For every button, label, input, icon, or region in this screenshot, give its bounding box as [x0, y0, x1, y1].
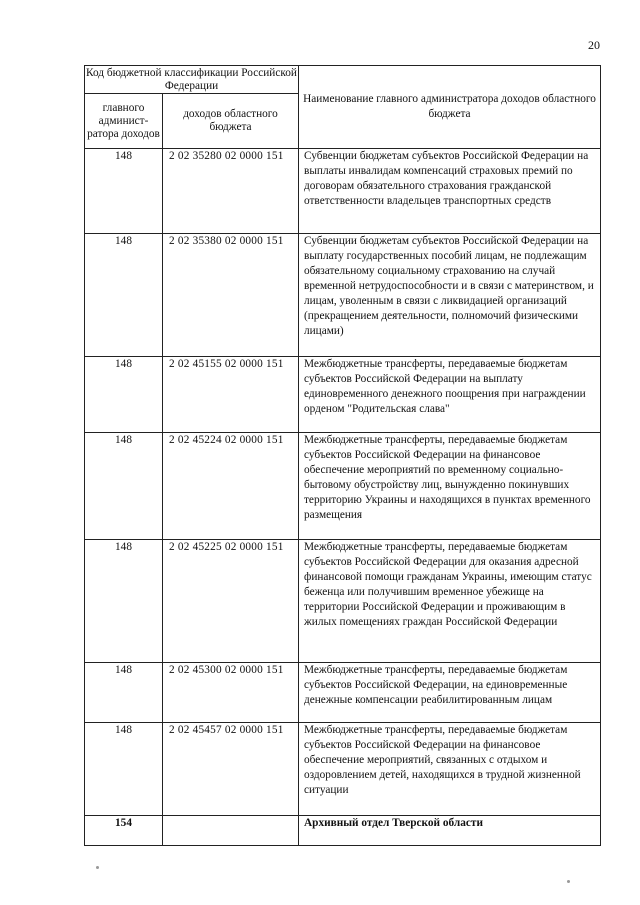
header-code-group: Код бюджетной классификации Российской Федерации [86, 66, 297, 92]
admin-code-cell: 148 [85, 540, 163, 663]
revenue-name-cell: Межбюджетные трансферты, передаваемые бюджетам субъектов Российской Федерации, на единовременные денежные компенсации реабилитированным лицам [299, 663, 601, 723]
revenue-code-cell [163, 816, 299, 846]
revenue-code-cell: 2 02 45225 02 0000 151 [163, 540, 299, 663]
revenue-code-cell: 2 02 35280 02 0000 151 [163, 149, 299, 234]
admin-code-cell: 148 [85, 433, 163, 540]
table-row [85, 540, 601, 663]
revenue-code-cell: 2 02 45300 02 0000 151 [163, 663, 299, 723]
revenue-name-cell: Межбюджетные трансферты, передаваемые бюджетам субъектов Российской Федерации на финансовое обеспечение мероприятий по временному социально-бытовому обустройству лиц, вынужденно покинувших территорию Украины и находящихся в пунктах временного размещения [299, 433, 601, 540]
table-row [85, 816, 601, 846]
revenue-name-cell: Межбюджетные трансферты, передаваемые бюджетам субъектов Российской Федерации на финансовое обеспечение мероприятий, связанных с отдыхом и оздоровлением детей, находящихся в трудной жизненной ситуации [299, 723, 601, 816]
budget-classification-table [84, 65, 601, 846]
header-revenue-column: доходов областного бюджета [163, 94, 299, 149]
revenue-name-cell: Межбюджетные трансферты, передаваемые бюджетам субъектов Российской Федерации на выплату единовременного денежного поощрения при награждении орденом "Родительская слава" [299, 357, 601, 433]
admin-code-cell: 148 [85, 723, 163, 816]
revenue-name-cell: Межбюджетные трансферты, передаваемые бюджетам субъектов Российской Федерации для оказания адресной финансовой помощи гражданам Украины, имеющим статус беженца или получившим временное убежище на территории Российской Федерации и проживающим в жилых помещениях граждан Российской Федерации [299, 540, 601, 663]
table-row [85, 357, 601, 433]
table-row [85, 433, 601, 540]
table-row [85, 723, 601, 816]
table-row [85, 234, 601, 357]
revenue-code-cell: 2 02 45224 02 0000 151 [163, 433, 299, 540]
table-body [85, 149, 601, 846]
page-number: 20 [588, 38, 600, 52]
admin-code-cell: 154 [85, 816, 163, 846]
header-name-column: Наименование главного администратора доходов областного бюджета [299, 66, 601, 149]
admin-code-cell: 148 [85, 149, 163, 234]
admin-code-cell: 148 [85, 234, 163, 357]
revenue-code-cell: 2 02 45155 02 0000 151 [163, 357, 299, 433]
revenue-name-cell: Архивный отдел Тверской области [299, 816, 601, 846]
revenue-name-cell: Субвенции бюджетам субъектов Российской Федерации на выплаты инвалидам компенсаций страховых премий по договорам обязательного страхования гражданской ответственности владельцев транспортных средств [299, 149, 601, 234]
scan-dot [567, 880, 570, 883]
table-row [85, 663, 601, 723]
scan-dot [96, 866, 99, 869]
table-row [85, 149, 601, 234]
admin-code-cell: 148 [85, 663, 163, 723]
revenue-code-cell: 2 02 45457 02 0000 151 [163, 723, 299, 816]
revenue-code-cell: 2 02 35380 02 0000 151 [163, 234, 299, 357]
header-admin-column: главного админист-ратора доходов [85, 94, 163, 149]
admin-code-cell: 148 [85, 357, 163, 433]
revenue-name-cell: Субвенции бюджетам субъектов Российской Федерации на выплату государственных пособий лицам, не подлежащим обязательному социальному страхованию на случай временной нетрудоспособности и в связи с материнством, и лицам, уволенным в связи с ликвидацией организаций (прекращением деятельности, полномочий физическими лицами) [299, 234, 601, 357]
